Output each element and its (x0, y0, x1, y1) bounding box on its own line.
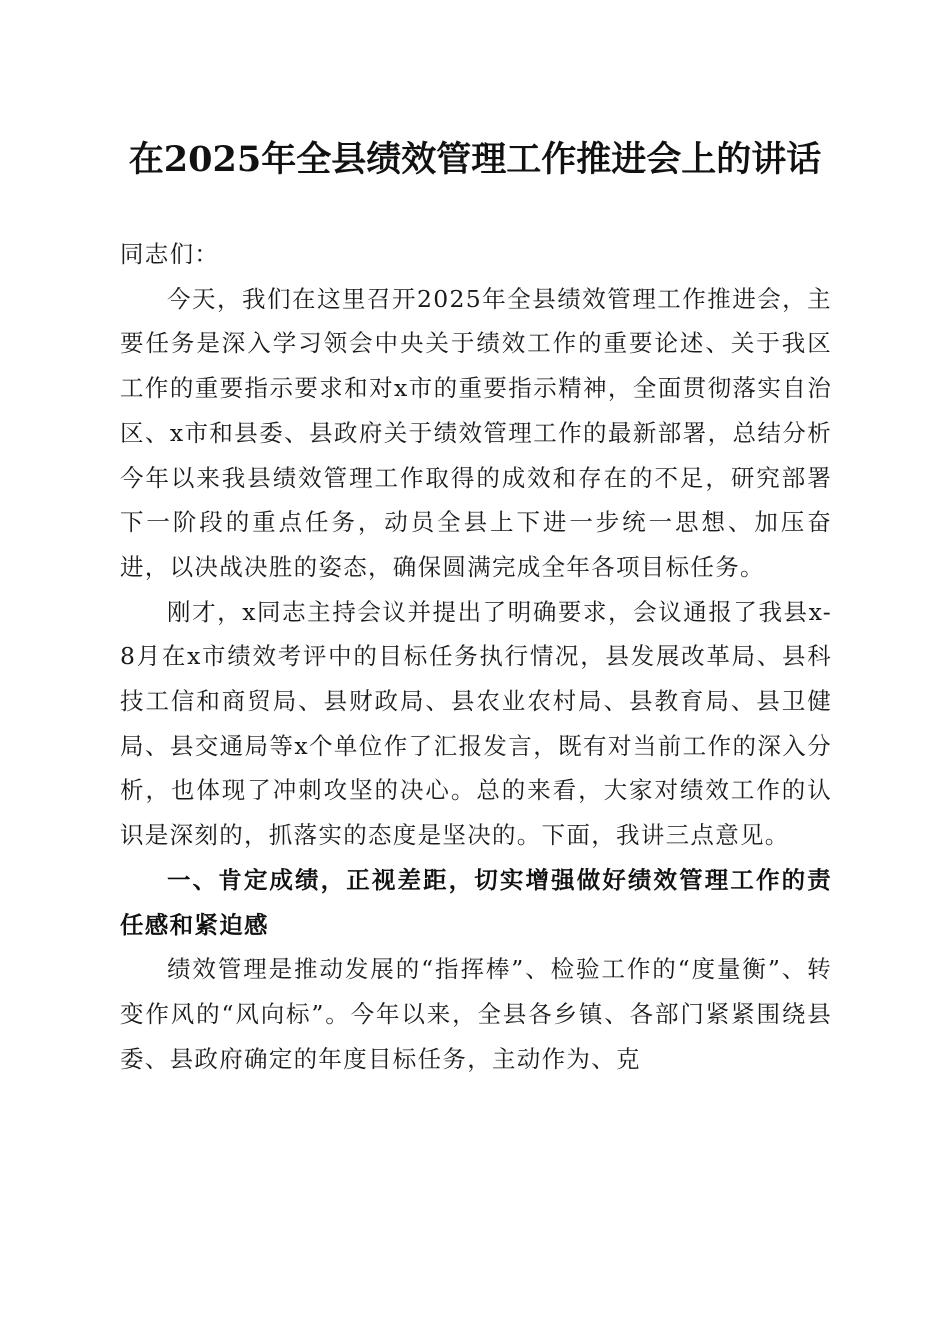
paragraph-meeting-summary: 刚才，x同志主持会议并提出了明确要求，会议通报了我县x-8月在x市绩效考评中的目标任务执行情况，县发展改革局、县科技工信和商贸局、县财政局、县农业农村局、县教育局、县卫健局、县交通局等x个单位作了汇报发言，既有对当前工作的深入分析，也体现了冲刺攻坚的决心。总的来看，大家对绩效工作的认识是深刻的，抓落实的态度是坚决的。下面，我讲三点意见。 (120, 597, 832, 850)
document-body (120, 232, 832, 1081)
document-title: 在2025年全县绩效管理工作推进会上的讲话 (128, 139, 822, 180)
salutation: 同志们： (120, 240, 220, 268)
paragraph-section-1: 绩效管理是推动发展的“指挥棒”、检验工作的“度量衡”、转变作风的“风向标”。今年以来，全县各乡镇、各部门紧紧围绕县委、县政府确定的年度目标任务，主动作为、克 (120, 955, 832, 1073)
section-heading-1: 一、肯定成绩，正视差距，切实增强做好绩效管理工作的责任感和紧迫感 (120, 865, 832, 939)
paragraph-opening: 今天，我们在这里召开2025年全县绩效管理工作推进会，主要任务是深入学习领会中央关于绩效工作的重要论述、关于我区工作的重要指示要求和对x市的重要指示精神，全面贯彻落实自治区、x市和县委、县政府关于绩效管理工作的最新部署，总结分析今年以来我县绩效管理工作取得的成效和存在的不足，研究部署下一阶段的重点任务，动员全县上下进一步统一思想、加压奋进，以决战决胜的姿态，确保圆满完成全年各项目标任务。 (120, 284, 832, 581)
